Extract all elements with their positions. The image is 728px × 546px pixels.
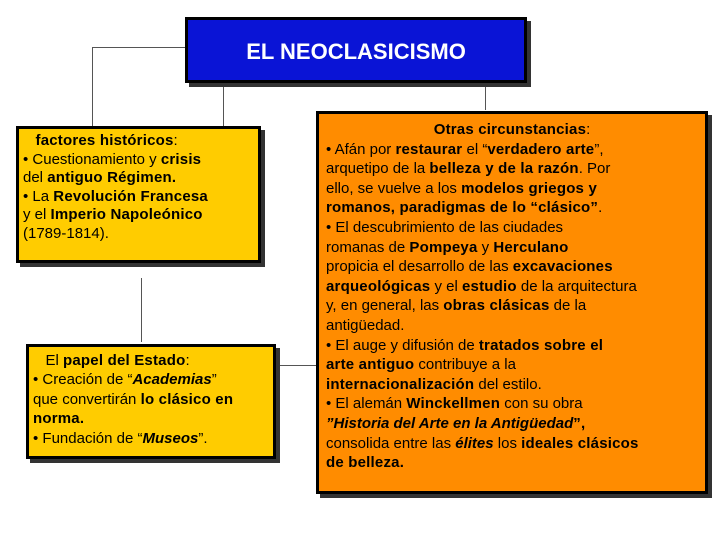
other-bold: ideales clásicos <box>521 434 639 452</box>
other-bold: Winckellmen <box>406 395 501 413</box>
state-text: que convertirán <box>33 390 141 408</box>
state-bold: norma. <box>33 410 85 428</box>
other-text: y <box>477 238 494 256</box>
other-text: arquetipo de la <box>326 160 430 178</box>
other-bold: obras clásicas <box>443 297 550 315</box>
other-text: y, en general, las <box>326 297 444 315</box>
other-text: ”, <box>594 140 604 158</box>
other-text: contribuye a la <box>414 356 516 374</box>
other-text: del estilo. <box>474 375 542 393</box>
factors-heading-line: factores históricos: <box>35 132 178 149</box>
other-bold: restaurar <box>395 140 463 158</box>
connector-factors-to-state <box>141 278 142 342</box>
factors-text: (1789-1814). <box>23 224 109 242</box>
state-bold-italic: Museos <box>142 429 199 447</box>
other-bold: arte antiguo <box>326 356 415 374</box>
state-text: ” <box>211 371 217 389</box>
other-bold: estudio <box>461 277 517 295</box>
other-text: romanas de <box>326 238 410 256</box>
state-bold: lo clásico en <box>140 390 234 408</box>
other-bold: Herculano <box>493 238 569 256</box>
other-bold: belleza y de la razón <box>429 160 579 178</box>
state-text: ”. <box>198 429 208 447</box>
other-bold: excavaciones <box>512 258 613 276</box>
other-text: el “ <box>462 140 488 158</box>
connector-title-down-left <box>223 86 224 126</box>
other-bold-italic: ”Historia del Arte en la Antigüedad <box>326 414 574 432</box>
other-text: • El auge y difusión de <box>326 336 479 354</box>
other-circumstances-box: Otras circunstancias: • Afán por restaurar el “verdadero arte”, arquetipo de la belleza y de la razón. Por ello, se vuelve a los modelos griegos y romanos, paradigmas de lo “clásico”. • El descubrimiento de las ciudades romanas de Pompeya y Herculano propicia el desarrollo de las excavaciones arqueológicas y el estudio de la arquitectura y, en general, las obras clásicas de la antigüedad. • El auge y difusión de tratados sobre el arte antiguo contribuye a la internacionalización del estilo. • El alemán Winckellmen con su obra ”Historia del Arte en la Antigüedad”, consolida entre las élites los ideales clásicos de belleza. <box>316 111 708 494</box>
state-bold-italic: Academias <box>132 371 212 389</box>
state-text: • Creación de “ <box>33 371 133 389</box>
other-bold: romanos, paradigmas de lo “clásico” <box>326 199 599 217</box>
connector-state-to-other <box>279 365 316 366</box>
other-bold: Pompeya <box>409 238 478 256</box>
other-bold: internacionalización <box>326 375 475 393</box>
factors-bold: Revolución Francesa <box>53 187 208 205</box>
factors-text: • La <box>23 187 54 205</box>
other-bold-italic: élites <box>455 434 494 452</box>
state-box: El papel del Estado: • Creación de “Academias” que convertirán lo clásico en norma. • Fundación de “Museos”. <box>26 344 276 459</box>
other-text: los <box>493 434 522 452</box>
factors-bold: antiguo Régimen. <box>47 169 177 187</box>
other-text: de la <box>549 297 587 315</box>
factors-box <box>16 126 261 263</box>
other-heading: Otras circunstancias <box>433 121 587 138</box>
factors-text: del <box>23 169 48 187</box>
page-title: EL NEOCLASICISMO <box>246 39 466 64</box>
other-text: ello, se vuelve a los <box>326 179 462 197</box>
factors-bold: Imperio Napoleónico <box>50 206 203 224</box>
other-bold: tratados sobre el <box>478 336 604 354</box>
other-text: con su obra <box>500 395 583 413</box>
state-text: El <box>45 352 64 369</box>
other-bold: modelos griegos y <box>461 179 598 197</box>
state-text: • Fundación de “ <box>33 429 143 447</box>
connector-title-down-right <box>485 86 486 110</box>
other-text: . <box>598 199 603 217</box>
factors-heading: factores históricos <box>35 132 174 149</box>
factors-bold: crisis <box>160 150 202 168</box>
other-text: • El alemán <box>326 395 407 413</box>
other-bold: arqueológicas <box>326 277 431 295</box>
other-text: • Afán por <box>326 140 396 158</box>
connector-top-left-vertical <box>92 47 93 126</box>
factors-text: • Cuestionamiento y <box>23 150 161 168</box>
state-heading: papel del Estado <box>63 352 186 369</box>
other-bold: ”, <box>573 414 586 432</box>
other-bold: verdadero arte <box>487 140 595 158</box>
other-text: propicia el desarrollo de las <box>326 258 513 276</box>
title-box <box>185 17 527 83</box>
other-text: consolida entre las <box>326 434 456 452</box>
factors-text: y el <box>23 206 51 224</box>
other-text: y el <box>430 277 462 295</box>
connector-top-left-horizontal <box>92 47 186 48</box>
other-bold: de belleza. <box>326 454 405 472</box>
other-text: antigüedad. <box>326 316 405 334</box>
other-text: de la arquitectura <box>516 277 637 295</box>
other-text: . Por <box>578 160 611 178</box>
other-text: • El descubrimiento de las ciudades <box>326 218 564 236</box>
